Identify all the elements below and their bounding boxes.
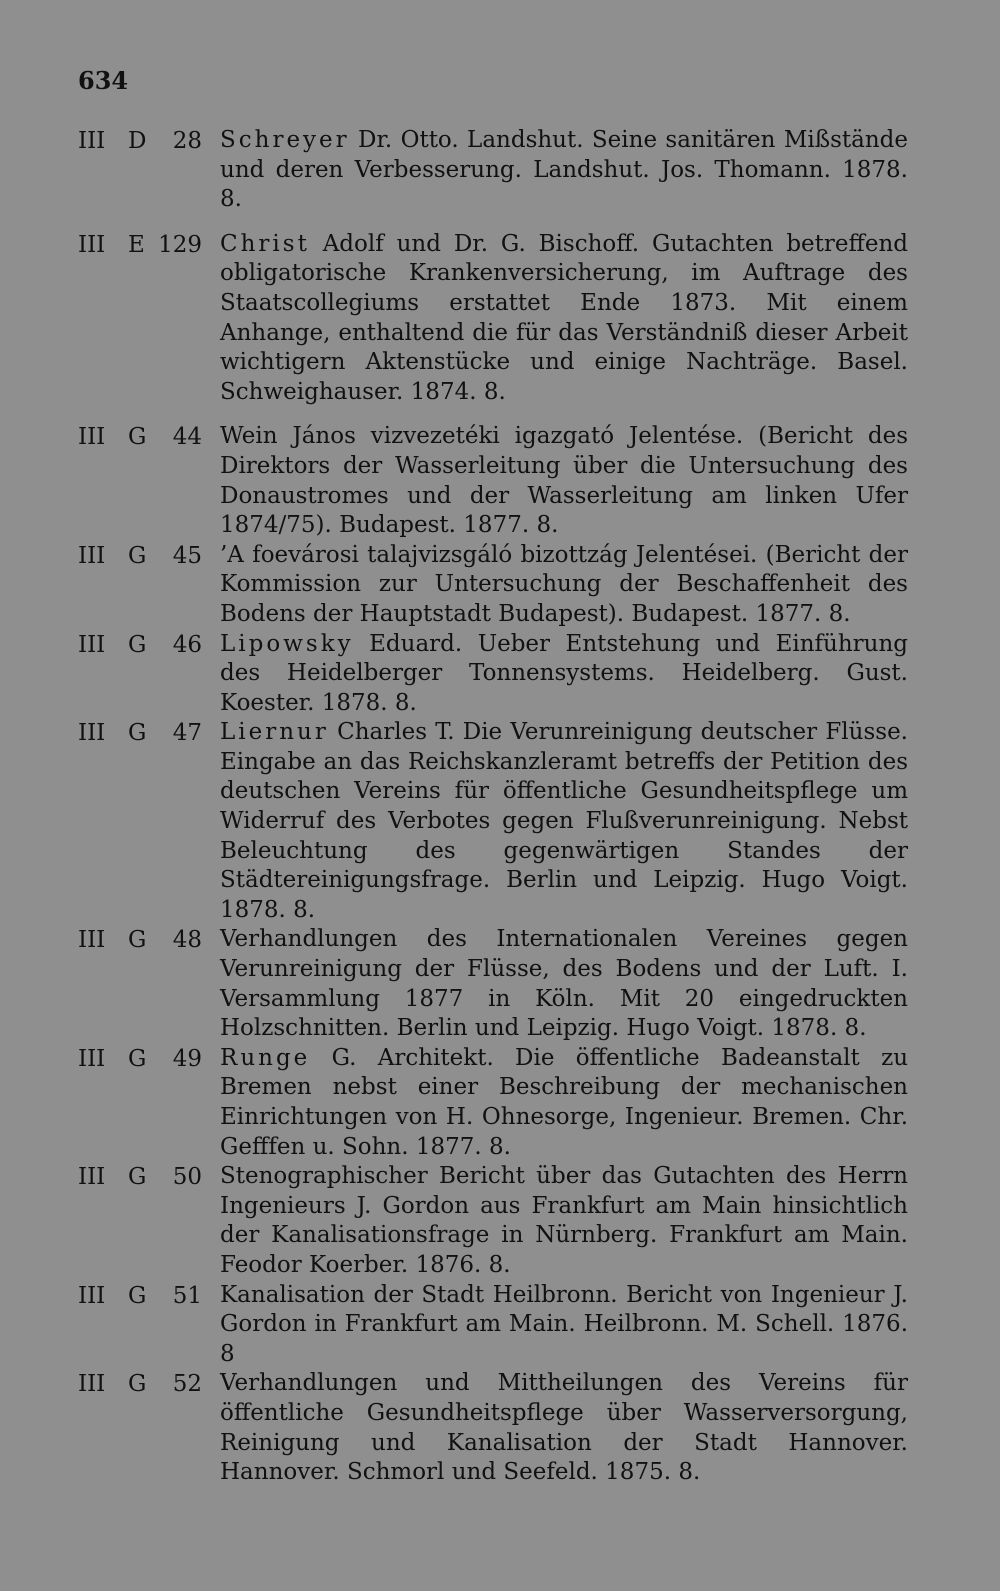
- call-number-index: 49: [172, 1045, 202, 1072]
- entry-text: [220, 230, 908, 408]
- call-number-index: 129: [158, 231, 202, 258]
- entry-description: Eduard. Ueber Entstehung und Einführung des Heidelberger Tonnensystems. Heidelberg. Gust. Koester. 1878. 8.: [220, 630, 909, 716]
- call-number-index: 47: [172, 720, 202, 747]
- entry-author: Lipowsky: [220, 630, 354, 657]
- entry-text: [220, 718, 908, 925]
- call-number-index: 52: [172, 1371, 202, 1398]
- entry-author: Christ: [220, 230, 310, 257]
- catalog-entry: [78, 1162, 908, 1280]
- call-number-series: III: [78, 424, 106, 451]
- entry-author: Runge: [220, 1044, 311, 1071]
- entry-description: G. Architekt. Die öffentliche Badeanstalt zu Bremen nebst einer Beschreibung der mechanischen Einrichtungen von H. Ohnesorge, Ingenieur. Bremen. Chr. Gefffen u. Sohn. 1877. 8.: [220, 1044, 909, 1160]
- catalog-entry: [78, 1369, 908, 1487]
- entry-description: Verhandlungen des Internationalen Vereines gegen Verunreinigung der Flüsse, des Bodens und der Luft. I. Versammlung 1877 in Köln. Mit 20 eingedruckten Holzschnitten. Berlin und Leipzig. Hugo Voigt. 1878. 8.: [220, 926, 908, 1042]
- call-number-letter: G: [128, 631, 147, 658]
- entry-description: Stenographischer Bericht über das Gutachten des Herrn Ingenieurs J. Gordon aus Frankfurt am Main hinsichtlich der Kanalisationsfrage in Nürnberg. Frankfurt am Main. Feodor Koerber. 1876. 8.: [220, 1163, 908, 1278]
- call-number-index: 28: [172, 128, 202, 154]
- entry-description: Wein János vizvezetéki igazgató Jelentése. (Bericht des Direktors der Wasserleitung über die Untersuchung des Donaustromes und der Wasserleitung am linken Ufer 1874/75). Budapest. 1877. 8.: [220, 423, 908, 539]
- entry-text: [220, 925, 908, 1043]
- call-number: [78, 1162, 220, 1192]
- call-number-series: III: [78, 231, 106, 258]
- call-number-series: III: [78, 1371, 106, 1398]
- call-number-index: 46: [172, 631, 202, 658]
- call-number-series: III: [78, 542, 106, 569]
- call-number-series: III: [78, 1282, 106, 1309]
- entry-text: [220, 1162, 908, 1280]
- call-number-letter: G: [128, 1371, 147, 1398]
- call-number: [78, 422, 220, 452]
- catalog-entry: [78, 126, 908, 215]
- catalog-entry: [78, 541, 908, 630]
- call-number-series: III: [78, 1164, 106, 1191]
- call-number: [78, 1369, 220, 1399]
- call-number-letter: G: [128, 1045, 147, 1072]
- call-number-letter: G: [128, 1164, 147, 1191]
- entry-author: Schreyer: [220, 127, 350, 153]
- call-number-letter: G: [128, 1282, 147, 1309]
- call-number: [78, 1281, 220, 1311]
- call-number-letter: G: [128, 720, 147, 747]
- catalog-entry-list: [78, 126, 908, 1488]
- catalog-entry: [78, 1281, 908, 1370]
- entry-text: [220, 1369, 908, 1487]
- catalog-entry: [78, 630, 908, 719]
- call-number-index: 51: [172, 1282, 202, 1309]
- entry-description: Charles T. Die Verunreinigung deutscher Flüsse. Eingabe an das Reichskanzleramt betreffs der Petition des deutschen Vereins für öffentliche Gesundheitspflege um Widerruf des Verbotes gegen Flußverunreinigung. Nebst Beleuchtung des gegenwärtigen Standes der Städtereinigungsfrage. Berlin und Leipzig. Hugo Voigt. 1878. 8.: [220, 719, 908, 923]
- call-number-letter: G: [128, 542, 147, 569]
- call-number-series: III: [78, 128, 106, 154]
- call-number-index: 45: [172, 542, 202, 569]
- entry-text: [220, 1044, 908, 1162]
- entry-text: [220, 1281, 908, 1370]
- entry-text: [220, 541, 908, 630]
- catalog-entry: [78, 925, 908, 1043]
- call-number-series: III: [78, 631, 106, 658]
- call-number-letter: G: [128, 927, 147, 954]
- call-number: [78, 925, 220, 955]
- catalog-entry: [78, 422, 908, 540]
- call-number-index: 50: [172, 1164, 202, 1191]
- entry-text: [220, 126, 908, 215]
- entry-author: Liernur: [220, 719, 329, 746]
- call-number: [78, 230, 220, 260]
- call-number-letter: D: [128, 128, 147, 154]
- page-number: 634: [78, 66, 129, 95]
- call-number-series: III: [78, 1045, 106, 1072]
- entry-description: ’A foevárosi talajvizsgáló bizottzág Jelentései. (Bericht der Kommission zur Untersuchung der Beschaffenheit des Bodens der Hauptstadt Budapest). Budapest. 1877. 8.: [220, 541, 908, 627]
- entry-description: Kanalisation der Stadt Heilbronn. Bericht von Ingenieur J. Gordon in Frankfurt am Main. Heilbronn. M. Schell. 1876. 8: [220, 1281, 908, 1367]
- call-number: [78, 1044, 220, 1074]
- entry-text: [220, 630, 908, 719]
- entry-description: Verhandlungen und Mittheilungen des Vereins für öffentliche Gesundheitspflege über Wasserversorgung, Reinigung und Kanalisation der Stadt Hannover. Hannover. Schmorl und Seefeld. 1875. 8.: [220, 1370, 908, 1486]
- call-number-series: III: [78, 927, 106, 954]
- catalog-entry: [78, 1044, 908, 1162]
- call-number-index: 44: [172, 424, 202, 451]
- entry-description: Adolf und Dr. G. Bischoff. Gutachten betreffend obligatorische Krankenversicherung, im Auftrage des Staatscollegiums erstattet Ende 1873. Mit einem Anhange, enthaltend die für das Verständniß dieser Arbeit wichtigern Aktenstücke und einige Nachträge. Basel. Schweighauser. 1874. 8.: [220, 230, 908, 405]
- call-number-series: III: [78, 720, 106, 747]
- call-number: [78, 630, 220, 660]
- call-number-index: 48: [172, 927, 202, 954]
- entry-description: Dr. Otto. Landshut. Seine sanitären Mißstände und deren Verbesserung. Landshut. Jos. Thomann. 1878. 8.: [220, 127, 908, 213]
- call-number: [78, 718, 220, 748]
- catalog-entry: [78, 230, 908, 408]
- call-number-letter: G: [128, 424, 147, 451]
- call-number: [78, 541, 220, 571]
- call-number-letter: E: [128, 231, 145, 258]
- entry-text: [220, 422, 908, 540]
- call-number: [78, 126, 220, 156]
- catalog-entry: [78, 718, 908, 925]
